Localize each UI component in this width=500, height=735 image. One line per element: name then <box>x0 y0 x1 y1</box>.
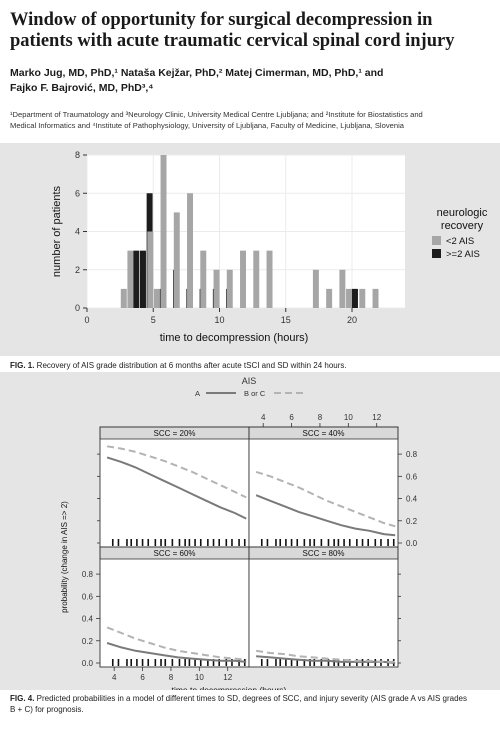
bar-lt2-ais <box>346 289 352 308</box>
legend-title: AIS <box>241 376 257 386</box>
y-tick-label: 8 <box>74 150 80 160</box>
y-tick-label: 0 <box>74 303 80 313</box>
bar-lt2-ais <box>313 270 319 308</box>
bar-lt2-ais <box>326 289 332 308</box>
figure-4-caption-label: FIG. 4. <box>10 694 35 703</box>
x-tick-label: 10 <box>343 413 353 422</box>
x-tick-label: 0 <box>84 315 90 325</box>
title-line-2: patients with acute traumatic cervical spinal cord injury <box>10 31 455 51</box>
bar-ge2-ais <box>133 251 139 308</box>
panel-background <box>249 547 398 667</box>
figure-4-caption <box>10 693 494 715</box>
bar-lt2-ais <box>359 289 365 308</box>
bar-lt2-ais <box>339 270 345 308</box>
figure-1-bar-chart <box>0 143 500 356</box>
figure-1-caption-label: FIG. 1. <box>10 361 35 370</box>
legend-title: recovery <box>440 220 484 232</box>
y-tick-label: 4 <box>74 226 80 237</box>
bar-lt2-ais <box>127 251 133 308</box>
panel-background <box>249 427 398 547</box>
bar-lt2-ais <box>147 232 153 309</box>
y-tick-label: 2 <box>74 264 80 275</box>
x-tick-label: 5 <box>150 315 156 325</box>
y-tick-label: 0.6 <box>406 472 418 482</box>
authors-line-1: Marko Jug, MD, PhD,¹ Nataša Kejžar, PhD,² Matej Cimerman, MD, PhD,¹ and <box>10 67 384 79</box>
bar-lt2-ais <box>373 289 379 308</box>
y-axis-label: probability (change in AIS => 2) <box>60 501 69 613</box>
x-tick-label: 6 <box>289 413 294 422</box>
y-tick-label: 0.6 <box>81 592 93 602</box>
affiliations <box>10 110 490 131</box>
author-list <box>10 66 490 96</box>
bar-lt2-ais <box>240 251 246 308</box>
title-line-1: Window of opportunity for surgical decompression in <box>10 10 433 30</box>
y-tick-label: 0.8 <box>81 570 93 580</box>
bar-lt2-ais <box>161 155 167 308</box>
x-tick-label: 6 <box>140 673 145 682</box>
figure-1-panel <box>0 143 500 356</box>
figure-4-panel <box>0 372 500 690</box>
panel-strip-label: SCC = 80% <box>302 549 345 558</box>
x-axis-label: time to decompression (hours) <box>159 332 309 344</box>
y-tick-label: 0.0 <box>81 659 93 668</box>
panel-strip-label: SCC = 60% <box>153 549 196 558</box>
bar-lt2-ais <box>174 212 180 308</box>
bar-lt2-ais <box>227 270 233 308</box>
legend-label-b-or-c: B or C <box>244 389 266 398</box>
affiliations-line-1: ¹Department of Traumatology and ³Neurology Clinic, University Medical Centre Ljubljana; and ²Institute for Biostatistics and <box>10 110 423 119</box>
legend-label-lt2: <2 AIS <box>446 236 475 247</box>
bar-lt2-ais <box>121 289 127 308</box>
panel-strip-label: SCC = 40% <box>302 429 345 438</box>
x-tick-label: 10 <box>194 673 204 682</box>
figure-1-caption <box>10 360 490 371</box>
x-tick-label: 15 <box>280 315 291 325</box>
x-tick-label: 12 <box>372 413 382 422</box>
affiliations-line-2: Medical Informatics and ⁴Institute of Pathophysiology, University of Ljubljana, Faculty of Medicine, Ljubljana, Slovenia <box>10 120 404 130</box>
y-tick-label: 0.2 <box>81 636 93 646</box>
x-tick-label: 20 <box>346 315 358 325</box>
x-tick-label: 12 <box>223 673 233 682</box>
bar-lt2-ais <box>200 251 206 308</box>
y-tick-label: 0.0 <box>406 539 418 548</box>
legend-swatch-lt2 <box>432 236 441 245</box>
x-tick-label: 8 <box>168 673 174 682</box>
bar-lt2-ais <box>214 270 220 308</box>
authors-line-2: Fajko F. Bajrović, MD, PhD³,⁴ <box>10 82 154 94</box>
y-axis-label: number of patients <box>51 185 63 278</box>
y-tick-label: 0.8 <box>406 450 418 460</box>
y-tick-label: 0.4 <box>406 494 418 504</box>
legend-title: neurologic <box>436 207 488 219</box>
y-tick-label: 0.2 <box>406 516 418 526</box>
x-tick-label: 8 <box>317 413 323 422</box>
x-tick-label: 4 <box>260 413 266 422</box>
bar-lt2-ais <box>267 251 273 308</box>
figure-4-caption-text-1: Predicted probabilities in a model of different times to SD, degrees of SCC, and injury severity (AIS grade A vs AIS grades <box>34 694 467 703</box>
x-tick-label: 4 <box>111 673 117 682</box>
bar-ge2-ais <box>352 289 358 308</box>
x-axis-label: time to decompression (hours) <box>171 685 287 690</box>
bar-ge2-ais <box>140 251 146 308</box>
panel-strip-label: SCC = 20% <box>153 429 196 438</box>
x-tick-label: 10 <box>214 315 225 325</box>
y-tick-label: 0.4 <box>81 614 93 624</box>
legend-label-ge2: >=2 AIS <box>446 249 480 260</box>
figure-4-panel-chart <box>0 372 500 690</box>
figure-1-caption-text: Recovery of AIS grade distribution at 6 months after acute tSCI and SD within 24 hours. <box>34 361 347 370</box>
bar-lt2-ais <box>187 193 193 308</box>
bar-lt2-ais <box>253 251 259 308</box>
legend-label-a: A <box>194 389 200 398</box>
y-tick-label: 6 <box>74 188 80 199</box>
bar-lt2-ais <box>154 289 160 308</box>
article-title <box>10 10 490 52</box>
figure-4-caption-text-2: B + C) for prognosis. <box>10 705 84 714</box>
legend-swatch-ge2 <box>432 249 441 258</box>
